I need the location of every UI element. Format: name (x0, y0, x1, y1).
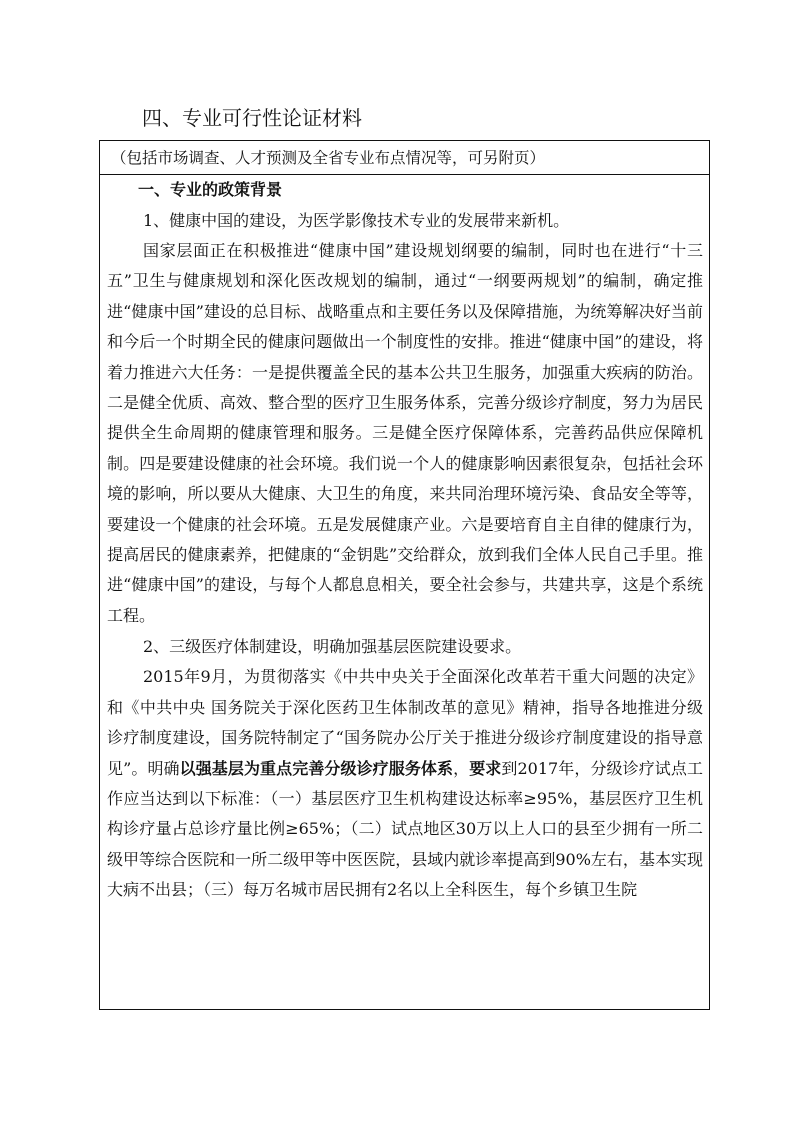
item-2-body-part-c: 到2017年，分级诊疗试点工作应当达到以下标准：（一）基层医疗卫生机构建设达标率≥95%，基层医疗卫生机构诊疗量占总诊疗量比例≥65%；（二）试点地区30万以上人口的县至少拥有一所二级甲等综合医院和一所二级甲等中医医院，县域内就诊率提高到90%左右，基本实现大病不出县；（三）每万名城市居民拥有2名以上全科医生，每个乡镇卫生院 (107, 758, 703, 900)
table-body (107, 175, 703, 906)
item-1-body: 国家层面正在积极推进“健康中国”建设规划纲要的编制，同时也在进行“十三五”卫生与健康规划和深化医改规划的编制，通过“一纲要两规划”的编制，确定推进“健康中国”建设的总目标、战略重点和主要任务以及保障措施，为统筹解决好当前和今后一个时期全民的健康问题做出一个制度性的安排。推进“健康中国”的建设，将着力推进六大任务：一是提供覆盖全民的基本公共卫生服务，加强重大疾病的防治。二是健全优质、高效、整合型的医疗卫生服务体系，完善分级诊疗制度，努力为居民提供全生命周期的健康管理和服务。三是健全医疗保障体系，完善药品供应保障机制。四是要建设健康的社会环境。我们说一个人的健康影响因素很复杂，包括社会环境的影响，所以要从大健康、大卫生的角度，来共同治理环境污染、食品安全等等，要建设一个健康的社会环境。五是发展健康产业。六是要培育自主自律的健康行为，提高居民的健康素养，把健康的“金钥匙”交给群众，放到我们全体人民自己手里。推进“健康中国”的建设，与每个人都息息相关，要全社会参与，共建共享，这是个系统工程。 (107, 241, 703, 625)
table-header-row (100, 141, 709, 175)
section-heading: 四、专业可行性论证材料 (142, 106, 362, 130)
item-2-emphasis-2: 要求 (469, 758, 502, 778)
instruction-note: （包括市场调查、人才预测及全省专业布点情况等，可另附页） (111, 149, 546, 167)
item-2-body-part-a: 2015年9月，为贯彻落实《中共中央关于全面深化改革若干重大问题的决定》和《中共中央 国务院关于深化医药卫生体制改革的意见》精神，指导各地推进分级诊疗制度建设，国务院特制定了“国务院办公厅关于推进分级诊疗制度建设的指导意见”。明确 (107, 667, 703, 778)
item-2-emphasis-1: 以强基层为重点完善分级诊疗服务体系 (179, 758, 454, 778)
item-2-body (107, 662, 703, 905)
item-2-body-part-b: ， (453, 758, 470, 778)
item-2-title: 2、三级医疗体制建设，明确加强基层医院建设要求。 (143, 637, 522, 657)
item-1-title: 1、健康中国的建设，为医学影像技术专业的发展带来新机。 (143, 211, 570, 230)
content-table (99, 140, 710, 1010)
subsection-title: 一、专业的政策背景 (138, 180, 283, 199)
